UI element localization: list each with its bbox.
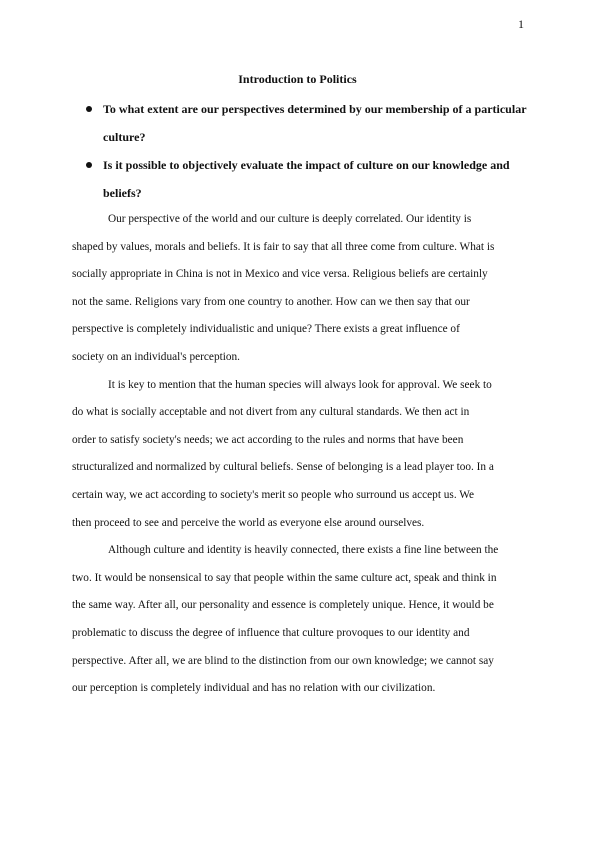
paragraph-line: shaped by values, morals and beliefs. It is fair to say that all three come from culture. What is xyxy=(72,240,495,253)
paragraph xyxy=(72,537,522,703)
paragraph-line: two. It would be nonsensical to say that people within the same culture act, speak and think in xyxy=(72,571,497,584)
paragraph-line: order to satisfy society's needs; we act according to the rules and norms that have been xyxy=(72,433,464,446)
question-text-line: Is it possible to objectively evaluate the impact of culture on our knowledge and xyxy=(103,158,510,172)
question-text-line: To what extent are our perspectives determined by our membership of a particular xyxy=(103,102,527,116)
page-number: 1 xyxy=(518,17,524,31)
bullet-icon xyxy=(86,106,92,112)
paragraph-line: our perception is completely individual and has no relation with our civilization. xyxy=(72,682,436,695)
question-list xyxy=(72,95,532,207)
paragraph-line: structuralized and normalized by cultural beliefs. Sense of belonging is a lead player too. In a xyxy=(72,461,494,474)
paragraph-line: Although culture and identity is heavily connected, there exists a fine line between the xyxy=(108,544,499,557)
document-title: Introduction to Politics xyxy=(238,72,357,86)
paragraph-line: not the same. Religions vary from one country to another. How can we then say that our xyxy=(72,295,470,308)
question-item xyxy=(72,95,532,151)
paragraph-line: problematic to discuss the degree of influence that culture provoques to our identity and xyxy=(72,626,470,639)
paragraph-line: certain way, we act according to society's merit so people who surround us accept us. We xyxy=(72,488,475,501)
question-item xyxy=(72,151,532,207)
paragraph-line: It is key to mention that the human species will always look for approval. We seek to xyxy=(108,378,492,391)
question-text-line: beliefs? xyxy=(103,186,142,200)
paragraph-line: society on an individual's perception. xyxy=(72,350,240,363)
paragraph xyxy=(72,206,522,372)
paragraph-line: perspective is completely individualistic and unique? There exists a great influence of xyxy=(72,323,460,336)
paragraph-line: Our perspective of the world and our culture is deeply correlated. Our identity is xyxy=(108,213,472,225)
paragraph-line: the same way. After all, our personality and essence is completely unique. Hence, it would be xyxy=(72,599,494,612)
bullet-icon xyxy=(86,162,92,168)
paragraph xyxy=(72,372,522,538)
question-text-line: culture? xyxy=(103,130,146,144)
paragraph-line: socially appropriate in China is not in Mexico and vice versa. Religious beliefs are certainly xyxy=(72,268,488,281)
paragraph-line: perspective. After all, we are blind to the distinction from our own knowledge; we cannot say xyxy=(72,654,494,667)
paragraph-line: do what is socially acceptable and not divert from any cultural standards. We then act in xyxy=(72,406,470,419)
paragraph-line: then proceed to see and perceive the world as everyone else around ourselves. xyxy=(72,516,425,529)
essay-body xyxy=(72,206,522,703)
